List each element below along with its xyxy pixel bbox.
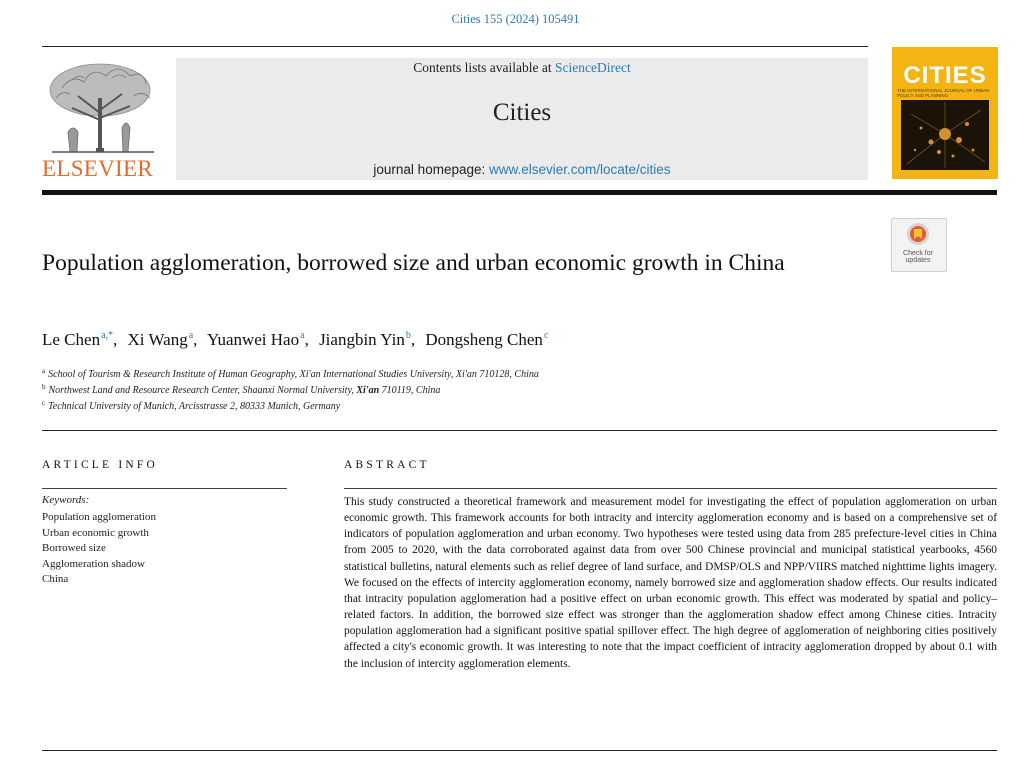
cover-city-photo — [901, 100, 989, 170]
check-for-updates-label: Check for updates — [903, 250, 933, 264]
section-divider — [42, 430, 997, 431]
citation-link[interactable]: Cities 155 (2024) 105491 — [451, 12, 580, 26]
check-updates-icon — [905, 222, 931, 250]
affiliation-a — [42, 367, 942, 380]
author-affiliation-mark[interactable]: c — [543, 330, 549, 341]
author-name[interactable]: Yuanwei Hao — [207, 330, 300, 349]
author-name[interactable]: Dongsheng Chen — [425, 330, 543, 349]
author-affiliation-mark[interactable]: a,* — [101, 330, 114, 341]
sciencedirect-link[interactable]: ScienceDirect — [555, 60, 631, 75]
author-name[interactable]: Le Chen — [42, 330, 101, 349]
keyword-item: Agglomeration shadow — [42, 557, 145, 570]
affiliation-c — [42, 399, 942, 412]
header-rule — [42, 46, 868, 47]
cover-title: CITIES — [903, 62, 987, 89]
keyword-list — [42, 510, 292, 588]
journal-name: Cities — [492, 99, 552, 126]
contents-prefix: Contents lists available at — [413, 60, 555, 75]
affiliation-b — [42, 383, 942, 396]
author-affiliation-mark[interactable]: a — [300, 330, 305, 341]
author-affiliation-mark[interactable]: a — [188, 330, 194, 341]
keyword-item: China — [42, 573, 69, 585]
affiliation-text: Northwest Land and Resource Research Center, Shaanxi Normal University, — [48, 385, 357, 396]
affiliation-bold-text: Xi'an — [356, 385, 380, 396]
abstract-heading: ABSTRACT — [344, 459, 430, 471]
keywords-label: Keywords: — [42, 494, 90, 506]
author-name[interactable]: Xi Wang — [127, 330, 188, 349]
keyword-item: Borrowed size — [42, 542, 106, 554]
masthead-thick-rule — [42, 190, 997, 195]
article-info-heading: ARTICLE INFO — [42, 459, 158, 471]
affiliation-text: Technical University of Munich, Arcisstrasse 2, 80333 Munich, Germany — [48, 401, 341, 412]
journal-homepage-line — [176, 162, 868, 177]
author-affiliation-mark[interactable]: b — [405, 330, 411, 341]
elsevier-wordmark-text: ELSEVIER — [42, 156, 153, 181]
cover-subtitle: THE INTERNATIONAL JOURNAL OF URBAN POLICY AND PLANNING — [897, 88, 990, 98]
abstract-text: This study constructed a theoretical framework and measurement model for investigating the effect of population agglomeration on urban economic growth. This framework accounts for both intracity and intercity agglomeration economy and is based on a comprehensive set of indicators of population agglomeration and urban economy. Two hypotheses were tested using data from 285 prefecture-level cities in China from 2005 to 2020, with the data corroborated against data from over 500 Chinese provincial and municipal statistical yearbooks, 4560 statistical bulletins, natural elements such as relief degree of land surface, and DMSP/OLS and NPP/VIIRS matched nighttime lights imagery. We focused on the effects of intercity agglomeration economy, namely borrowed size and agglomeration shadow effects. Our results indicated that intracity population agglomeration had a positive effect on urban economic growth. This effect was moderated by spatial and policy–related factors. In addition, the borrowed size effect was stronger than the agglomeration shadow effect among Chinese cities. Intracity population agglomeration had a significant positive spatial spillover effect. The high degree of agglomeration of neighboring cities positively affected a city's economic growth. It was interesting to note that the impact coefficient of intracity agglomeration dropped by about 0.1 with the inclusion of intercity agglomeration elements. — [344, 496, 997, 670]
article-title: Population agglomeration, borrowed size and urban economic growth in China — [42, 250, 785, 276]
homepage-prefix: journal homepage: — [373, 162, 489, 177]
journal-citation[interactable] — [0, 12, 1031, 27]
article-info-rule — [42, 488, 287, 489]
journal-homepage-link[interactable]: www.elsevier.com/locate/cities — [489, 162, 671, 177]
contents-available-line — [176, 60, 868, 76]
abstract-rule — [344, 488, 997, 489]
author-list: Le Chen$^{a,*}$, Xi Wang$^a$, Yuanwei Hao$^a$, Jiangbin Yin$^b$, Dongsheng Chen$^c$ — [42, 330, 549, 349]
footer-rule — [42, 750, 997, 751]
elsevier-wordmark — [42, 156, 166, 182]
affiliation-mark: c — [42, 399, 46, 407]
affiliation-mark: b — [42, 383, 46, 391]
affiliation-text: School of Tourism & Research Institute of Human Geography, Xi'an International Studies University, Xi'an 710128, China — [48, 369, 539, 380]
affiliation-mark: a — [42, 367, 46, 375]
affiliation-text: 710119, China — [379, 385, 441, 396]
keyword-item: Population agglomeration — [42, 511, 156, 523]
keyword-item: Urban economic growth — [42, 526, 149, 539]
author-name[interactable]: Jiangbin Yin — [319, 330, 405, 349]
